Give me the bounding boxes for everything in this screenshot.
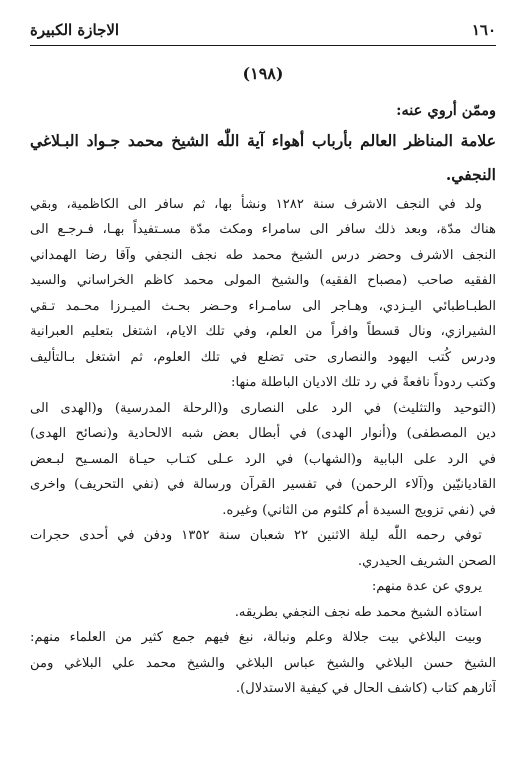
body-text <box>30 94 496 702</box>
text-line: وكتب ردوداً نافعةً في رد تلك الاديان الباطلة منها: <box>231 375 496 390</box>
heading-line: النجفي. <box>445 164 496 184</box>
text-line: الفقيه صاحب (مصباح الفقيه) والشيخ المولى محمد كاظم الخراساني والسيد <box>30 273 496 288</box>
paragraph-works <box>30 396 496 524</box>
entry-number: (١٩٨) <box>242 64 284 83</box>
paragraph-family <box>30 625 496 702</box>
header-rule <box>30 45 496 46</box>
paragraph-biography <box>30 192 496 396</box>
text-line: في الرد على البابية و(الشهاب) في الرد عـلى كتـاب حيـاة المسـيح لبـعض <box>30 451 496 467</box>
text-line: هناك مدّة، وبعد ذلك سافر الى سامراء ومكث مدّة مسـتفيداً بهـا، فـرجـع الى <box>30 222 496 237</box>
intro-line: وممّن أروي عنه: <box>396 102 496 119</box>
text-line: وبيت البلاغي بيت جلالة وعلم ونبالة، نبغ فيهم جمع كثير من العلماء منهم: <box>30 630 482 645</box>
text-line: يروي عن عدة منهم: <box>371 579 482 594</box>
heading-line: علامة المناظر العالم بأرباب أهواء آية اللّٰه الشيخ محمد جـواد البـلاغي <box>30 130 496 150</box>
text-line: استاذه الشيخ محمد طه نجف النجفي بطريقه. <box>234 604 482 620</box>
paragraph-teachers <box>30 574 496 625</box>
text-line: ولد في النجف الاشرف سنة ١٢٨٢ ونشأ بها، ثم سافر الى الكاظمية، وبقي <box>30 196 482 212</box>
text-line: الشيخ حسن البلاغي والشيخ عباس البلاغي والشيخ محمد علي البلاغي ومن <box>30 655 496 671</box>
text-line: الشيرازي، ونال قسطاً وافراً من العلم، وفي تلك الايام، اشتغل بتعليم العبرانية <box>30 324 496 339</box>
text-line: الصحن الشريف الحيدري. <box>357 553 496 569</box>
text-line: ودرس كُتب اليهود والنصارى حتى تضلع في تلك العلوم، ثم اشتغل بـالتأليف <box>30 349 496 365</box>
text-line: الطبـاطبائي اليـزدي، وهـاجر الى سامـراء وحـضر بحـث الميـرزا محـمد تـقي <box>30 298 496 314</box>
text-line: (التوحيد والتثليث) في الرد على النصارى و(الرحلة المدرسية) و(الهدى الى <box>30 400 496 416</box>
text-line: توفي رحمه اللّٰه لیلة الاثنین ٢٢ شعبان سنة ١٣٥٢ ودفن في أحدى حجرات <box>30 528 482 543</box>
text-line: النجف الاشرف وحضر درس الشيخ محمد طه نجف النجفي وآقا رضا الهمداني <box>30 247 496 263</box>
text-line: القاديانيّين و(آلاء الرحمن) في تفسير القرآن ورسالة في (نفي التحريف) واخرى <box>30 477 496 492</box>
running-header <box>30 18 496 42</box>
page-number: ١٦٠ <box>471 21 496 39</box>
text-line: آثارهم كتاب (كاشف الحال في كيفية الاستدلال). <box>235 681 496 696</box>
text-line: في (نفي تزويج السيدة أم كلثوم من الثاني) وغيره. <box>222 502 496 518</box>
book-title: الاجازة الكبيرة <box>30 21 120 39</box>
paragraph-death <box>30 523 496 574</box>
text-line: دين المصطفى) و(أنوار الهدى) في أبطال بعض شبه الالحادية و(نصائح الهدى) <box>30 426 496 441</box>
